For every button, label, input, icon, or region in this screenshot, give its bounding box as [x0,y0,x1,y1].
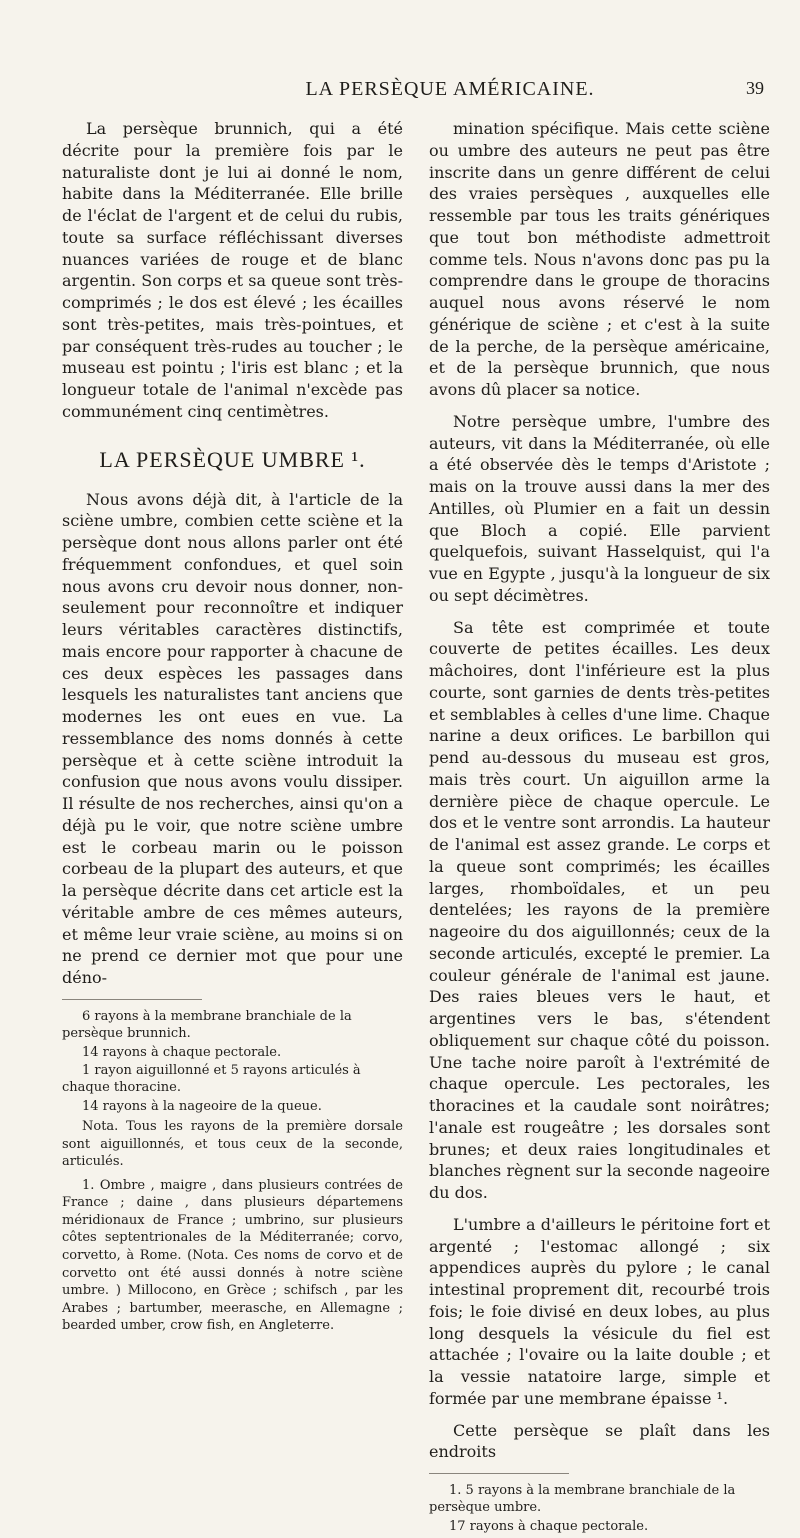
left-count-2: 14 rayons à chaque pectorale. [82,1044,282,1060]
running-head: LA PERSÈQUE AMÉRICAINE. [305,78,595,100]
right-count-2: 17 rayons à chaque pectorale. [449,1518,649,1534]
footnote-rule-right [429,1473,569,1474]
text-columns [62,118,770,1538]
left-column [62,118,403,1538]
right-column [429,118,770,1538]
right-paragraph-2: Notre persèque umbre, l'umbre des auteurs, vit dans la Méditerranée, où elle a été observée dès le temps d'Aristote ; mais on la trouve aussi dans la mer des Antilles, où Plumier en a fait un dessin que Bloch a copié. Elle parvient quelquefois, suivant Hasselquist, qui l'a vue en Egypte , jusqu'à la longueur de six ou sept décimètres. [429,411,770,605]
right-count-1: 1. 5 rayons à la membrane branchiale de la persèque umbre. [429,1483,736,1516]
left-count-4: 14 rayons à la nageoire de la queue. [82,1098,322,1114]
footnote-rule-left [62,999,202,1000]
section-title: LA PERSÈQUE UMBRE ¹. [99,446,366,472]
right-paragraph-4: L'umbre a d'ailleurs le péritoine fort et argenté ; l'estomac allongé ; six appendices auprès du pylore ; le canal intestinal proprement dit, recourbé trois fois; le foie divisé en deux lobes, au plus long desquels la vésicule du fiel est attachée ; l'ovaire ou la laite double ; et la vessie natatoire large, simple et formée par une membrane épaisse ¹. [429,1214,770,1408]
left-paragraph-1: La persèque brunnich, qui a été décrite pour la première fois par le naturaliste dont je lui ai donné le nom, habite dans la Méditerranée. Elle brille de l'éclat de l'argent et de celui du rubis, toute sa surface réfléchissant diverses nuances variées de rouge et de blanc argentin. Son corps et sa queue sont très-comprimés ; le dos est élevé ; les écailles sont très-petites, mais très-pointues, et par conséquent très-rudes au toucher ; le museau est pointu ; l'iris est blanc ; et la longueur totale de l'animal n'excède pas communément cinq centimètres. [62,119,403,421]
left-count-3: 1 rayon aiguillonné et 5 rayons articulés à chaque thoracine. [62,1062,361,1096]
right-paragraph-1: mination spécifique. Mais cette sciène ou umbre des auteurs ne peut pas être inscrite dans un genre différent de celui des vraies persèques , auxquelles elle ressemble par tous les traits génériques que tout bon méthodiste admettroit comme tels. Nous n'avons donc pas pu la comprendre dans le groupe de thoracins auquel nous avons réservé le nom générique de sciène ; et c'est à la suite de la perche, de la persèque américaine, et de la persèque brunnich, que nous avons dû placer sa notice. [429,119,770,399]
right-paragraph-3: Sa tête est comprimée et toute couverte de petites écailles. Les deux mâchoires, dont l'inférieure est la plus courte, sont garnies de dents très-petites et semblables à celles d'une lime. Chaque narine a deux orifices. Le barbillon qui pend au-dessous du museau est gros, mais très court. Un aiguillon arme la dernière pièce de chaque opercule. Le dos et le ventre sont arrondis. La hauteur de l'animal est assez grande. Le corps et la queue sont comprimés; les écailles larges, rhomboïdales, et un peu dentelées; les rayons de la première nageoire du dos aiguillonnés; ceux de la seconde articulés, excepté le premier. La couleur générale de l'animal est jaune. Des raies bleues vers le haut, et argentines vers le bas, s'étendent obliquement sur chaque côté du poisson. Une tache noire paroît à l'extrémité de chaque opercule. Les pectorales, les thoracines et la caudale sont noirâtres; l'anale est rougeâtre ; les dorsales sont brunes; et deux raies longitudinales et blanches règnent sur la seconde nageoire du dos. [429,617,770,1202]
left-nota-1: Nota. Tous les rayons de la première dorsale sont aiguillonnés, et tous ceux de la seconde, articulés. [62,1119,403,1170]
left-count-1: 6 rayons à la membrane branchiale de la persèque brunnich. [62,1008,352,1042]
right-paragraph-5: Cette persèque se plaît dans les endroits [429,1420,770,1462]
page-number: 39 [746,78,764,98]
left-paragraph-2: Nous avons déjà dit, à l'article de la sciène umbre, combien cette sciène et la persèque dont nous allons parler ont été fréquemment confondues, et quel soin nous avons cru devoir nous donner, non-seulement pour reconnoître et indiquer leurs véritables caractères distinctifs, mais encore pour rapporter à chacune de ces deux espèces les passages dans lesquels les naturalistes tant anciens que modernes les ont eues en vue. La ressemblance des noms donnés à cette persèque et à cette sciène introduit la confusion que nous avons voulu dissiper. Il résulte de nos recherches, ainsi qu'on a déjà pu le voir, que notre sciène umbre est le corbeau marin ou le poisson corbeau de la plupart des auteurs, et que la persèque décrite dans cet article est la véritable ambre de ces mêmes auteurs, et même leur vraie sciène, au moins si on ne prend ce dernier mot que pour une déno- [62,489,403,987]
left-note-1: 1. Ombre , maigre , dans plusieurs contrées de France ; daine , dans plusieurs départemens méridionaux de France ; umbrino, sur plusieurs côtes septentrionales de la Méditerranée; corvo, corvetto, à Rome. (Nota. Ces noms de corvo et de corvetto ont été aussi donnés à notre sciène umbre. ) Millocono, en Grèce ; schifsch , par les Arabes ; bartumber, meerasche, en Allemagne ; bearded umber, crow fish, en Angleterre. [62,1177,403,1334]
